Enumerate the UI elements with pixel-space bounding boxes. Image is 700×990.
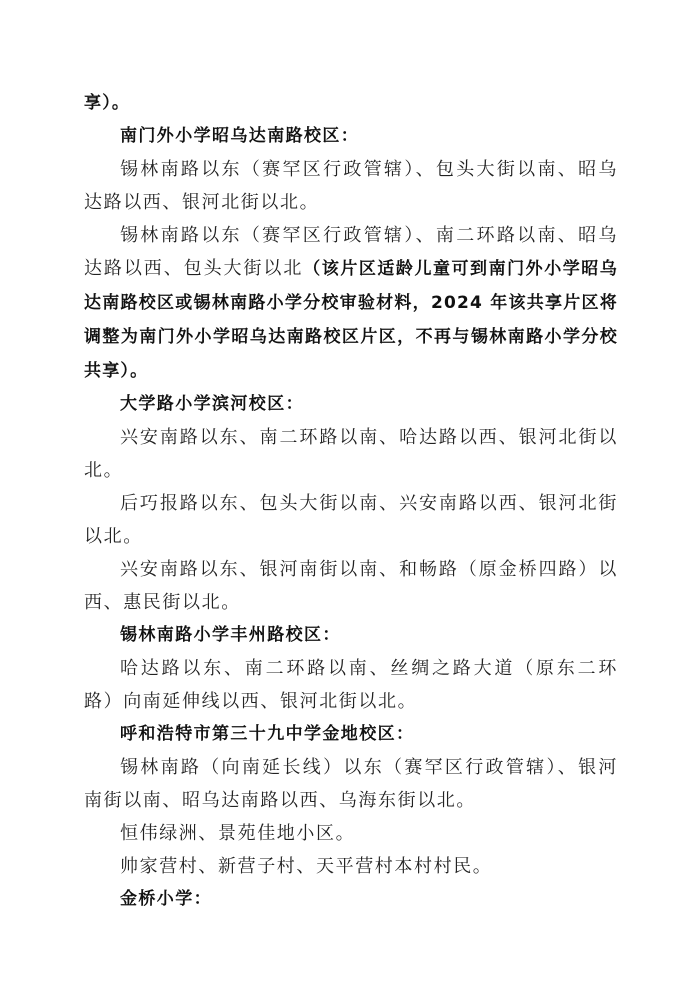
document-body xyxy=(84,86,618,916)
paragraph: 锡林南路以东（赛罕区行政管辖）、包头大街以南、昭乌达路以西、银河北街以北。 xyxy=(84,159,618,213)
section-heading-nanmenwai-zhaowuda: 南门外小学昭乌达南路校区： xyxy=(120,126,360,146)
paragraph: 兴安南路以东、南二环路以南、哈达路以西、银河北街以北。 xyxy=(84,427,618,481)
section-heading-39th-middle-school-jindi: 呼和浩特市第三十九中学金地校区： xyxy=(120,724,415,744)
section-heading-xilinnanlu-fengzhou: 锡林南路小学丰州路校区： xyxy=(120,625,341,645)
section-heading-daxuelu-binhe: 大学路小学滨河校区： xyxy=(120,394,304,414)
paragraph: 后巧报路以东、包头大街以南、兴安南路以西、银河北街以北。 xyxy=(84,493,618,547)
paragraph: 恒伟绿洲、景苑佳地小区。 xyxy=(120,823,356,844)
paragraph: 哈达路以东、南二环路以南、丝绸之路大道（原东二环路）向南延伸线以西、银河北街以北。 xyxy=(84,658,618,712)
paragraph-with-note xyxy=(84,219,618,388)
paragraph: 锡林南路（向南延长线）以东（赛罕区行政管辖）、银河南街以南、昭乌达南路以西、乌海东街以北。 xyxy=(84,757,618,811)
paragraph-bold-note: （该片区适龄儿童可到南门外小学昭乌达南路校区或锡林南路小学分校审验材料，2024 年该共享片区将调整为南门外小学昭乌达南路校区片区，不再与锡林南路小学分校共享）。 xyxy=(84,259,618,381)
continued-paragraph xyxy=(84,86,618,120)
paragraph-text: 锡林南路以东（赛罕区行政管辖）、南二环路以南、昭乌达路以西、包头大街以北 xyxy=(84,225,618,279)
continued-bold-text: 享）。 xyxy=(84,93,131,113)
section-heading-jinqiao: 金桥小学： xyxy=(120,889,212,909)
paragraph: 帅家营村、新营子村、天平营村本村村民。 xyxy=(120,856,493,877)
paragraph: 兴安南路以东、银河南街以南、和畅路（原金桥四路）以西、惠民街以北。 xyxy=(84,559,618,613)
